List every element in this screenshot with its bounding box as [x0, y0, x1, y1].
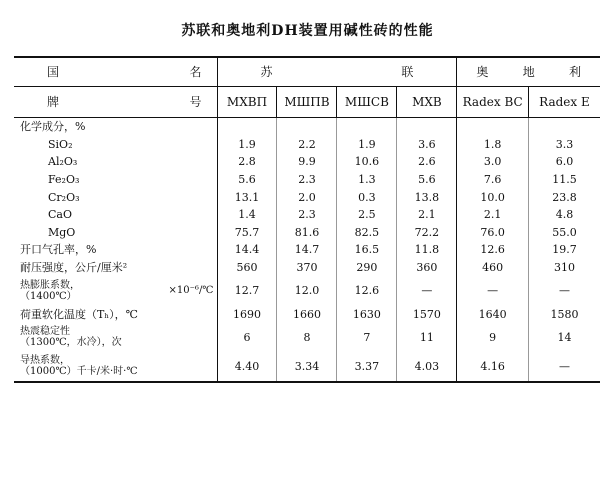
value-cell: 7.6	[457, 171, 529, 189]
table-row	[14, 352, 600, 382]
value-cell: 76.0	[457, 224, 529, 242]
value-cell: 1640	[457, 305, 529, 323]
table-row	[14, 171, 600, 189]
austria-header: 奥 地 利	[457, 57, 600, 87]
value-cell	[337, 118, 397, 136]
value-cell: 12.6	[337, 276, 397, 305]
table-row	[14, 323, 600, 352]
value-cell: 9.9	[277, 153, 337, 171]
row-label: Al₂O₃	[48, 155, 78, 169]
value-cell: 11.8	[397, 241, 457, 259]
value-cell: 11.5	[528, 171, 600, 189]
value-cell: 1.8	[457, 136, 529, 154]
table-row	[14, 224, 600, 242]
value-cell: 2.1	[457, 206, 529, 224]
value-cell: 2.5	[337, 206, 397, 224]
brand-cell: Radex E	[528, 87, 600, 118]
table-row	[14, 153, 600, 171]
row-label: 导热系数， （1000℃）千卡/米·时·℃	[14, 352, 217, 382]
value-cell	[217, 118, 277, 136]
value-cell: 1580	[528, 305, 600, 323]
value-cell	[397, 118, 457, 136]
value-cell: 1660	[277, 305, 337, 323]
country-header: 国 名	[14, 57, 217, 87]
value-cell: 3.3	[528, 136, 600, 154]
value-cell: 460	[457, 259, 529, 277]
value-cell	[277, 118, 337, 136]
value-cell: 6.0	[528, 153, 600, 171]
header-row-brand	[14, 87, 600, 118]
table-row	[14, 305, 600, 323]
value-cell: 6	[217, 323, 277, 352]
table-row	[14, 241, 600, 259]
brand-cell: MШCB	[337, 87, 397, 118]
value-cell: 10.0	[457, 188, 529, 206]
value-cell: 1690	[217, 305, 277, 323]
value-cell	[528, 118, 600, 136]
value-cell: 75.7	[217, 224, 277, 242]
properties-table	[14, 56, 600, 383]
value-cell: 2.6	[397, 153, 457, 171]
row-label: 耐压强度，公斤/厘米²	[20, 261, 128, 275]
value-cell: 13.1	[217, 188, 277, 206]
value-cell: 55.0	[528, 224, 600, 242]
value-cell: 1.3	[337, 171, 397, 189]
value-cell: 12.0	[277, 276, 337, 305]
row-label: SiO₂	[48, 137, 73, 151]
value-cell: 4.16	[457, 352, 529, 382]
value-cell: 23.8	[528, 188, 600, 206]
table-row	[14, 136, 600, 154]
unit-label: ×10⁻⁶/℃	[168, 285, 214, 297]
row-label: 化学成分，%	[20, 120, 86, 134]
value-cell: 81.6	[277, 224, 337, 242]
row-label: 热膨胀系数， （1400℃） ×10⁻⁶/℃	[20, 279, 214, 302]
value-cell: 11	[397, 323, 457, 352]
value-cell: 360	[397, 259, 457, 277]
value-cell: —	[528, 352, 600, 382]
table-row	[14, 276, 600, 305]
value-cell: 370	[277, 259, 337, 277]
value-cell: 4.8	[528, 206, 600, 224]
header-row-country	[14, 57, 600, 87]
value-cell: 310	[528, 259, 600, 277]
value-cell: —	[397, 276, 457, 305]
value-cell: 2.3	[277, 206, 337, 224]
value-cell: 2.8	[217, 153, 277, 171]
value-cell: 9	[457, 323, 529, 352]
row-label: CaO	[48, 208, 72, 222]
row-label: Fe₂O₃	[48, 173, 80, 187]
value-cell: 3.34	[277, 352, 337, 382]
brand-header: 牌 号	[14, 87, 217, 118]
table-row	[14, 118, 600, 136]
table-body	[14, 118, 600, 382]
value-cell: 2.0	[277, 188, 337, 206]
value-cell: 72.2	[397, 224, 457, 242]
value-cell: 14.4	[217, 241, 277, 259]
value-cell: 1.4	[217, 206, 277, 224]
row-label: Cr₂O₃	[48, 190, 80, 204]
value-cell: 8	[277, 323, 337, 352]
table-row	[14, 259, 600, 277]
ussr-header: 苏 联	[217, 57, 457, 87]
value-cell: 16.5	[337, 241, 397, 259]
row-label: 荷重软化温度（Tₕ），℃	[20, 307, 138, 321]
brand-cell: Radex BC	[457, 87, 529, 118]
row-label: MgO	[48, 225, 76, 239]
value-cell: 12.6	[457, 241, 529, 259]
value-cell: 4.40	[217, 352, 277, 382]
table-row	[14, 206, 600, 224]
value-cell: 1570	[397, 305, 457, 323]
value-cell: 5.6	[217, 171, 277, 189]
value-cell	[457, 118, 529, 136]
value-cell: 1.9	[337, 136, 397, 154]
brand-cell: MXB	[397, 87, 457, 118]
value-cell: —	[528, 276, 600, 305]
value-cell: 290	[337, 259, 397, 277]
value-cell: 82.5	[337, 224, 397, 242]
value-cell: 2.1	[397, 206, 457, 224]
brand-cell: MШПВ	[277, 87, 337, 118]
value-cell: 12.7	[217, 276, 277, 305]
brand-cell: MXBП	[217, 87, 277, 118]
value-cell: 2.3	[277, 171, 337, 189]
row-label: 开口气孔率，%	[20, 243, 97, 257]
value-cell: 5.6	[397, 171, 457, 189]
value-cell: 14.7	[277, 241, 337, 259]
value-cell: 1.9	[217, 136, 277, 154]
value-cell: 1630	[337, 305, 397, 323]
value-cell: 10.6	[337, 153, 397, 171]
value-cell: 3.6	[397, 136, 457, 154]
value-cell: —	[457, 276, 529, 305]
value-cell: 3.0	[457, 153, 529, 171]
value-cell: 7	[337, 323, 397, 352]
value-cell: 14	[528, 323, 600, 352]
row-label: 热震稳定性 （1300℃，水冷），次	[20, 326, 122, 349]
value-cell: 560	[217, 259, 277, 277]
value-cell: 19.7	[528, 241, 600, 259]
value-cell: 2.2	[277, 136, 337, 154]
value-cell: 3.37	[337, 352, 397, 382]
value-cell: 13.8	[397, 188, 457, 206]
value-cell: 0.3	[337, 188, 397, 206]
table-row	[14, 188, 600, 206]
value-cell: 4.03	[397, 352, 457, 382]
table-title: 苏联和奥地利DH装置用碱性砖的性能	[181, 23, 434, 39]
